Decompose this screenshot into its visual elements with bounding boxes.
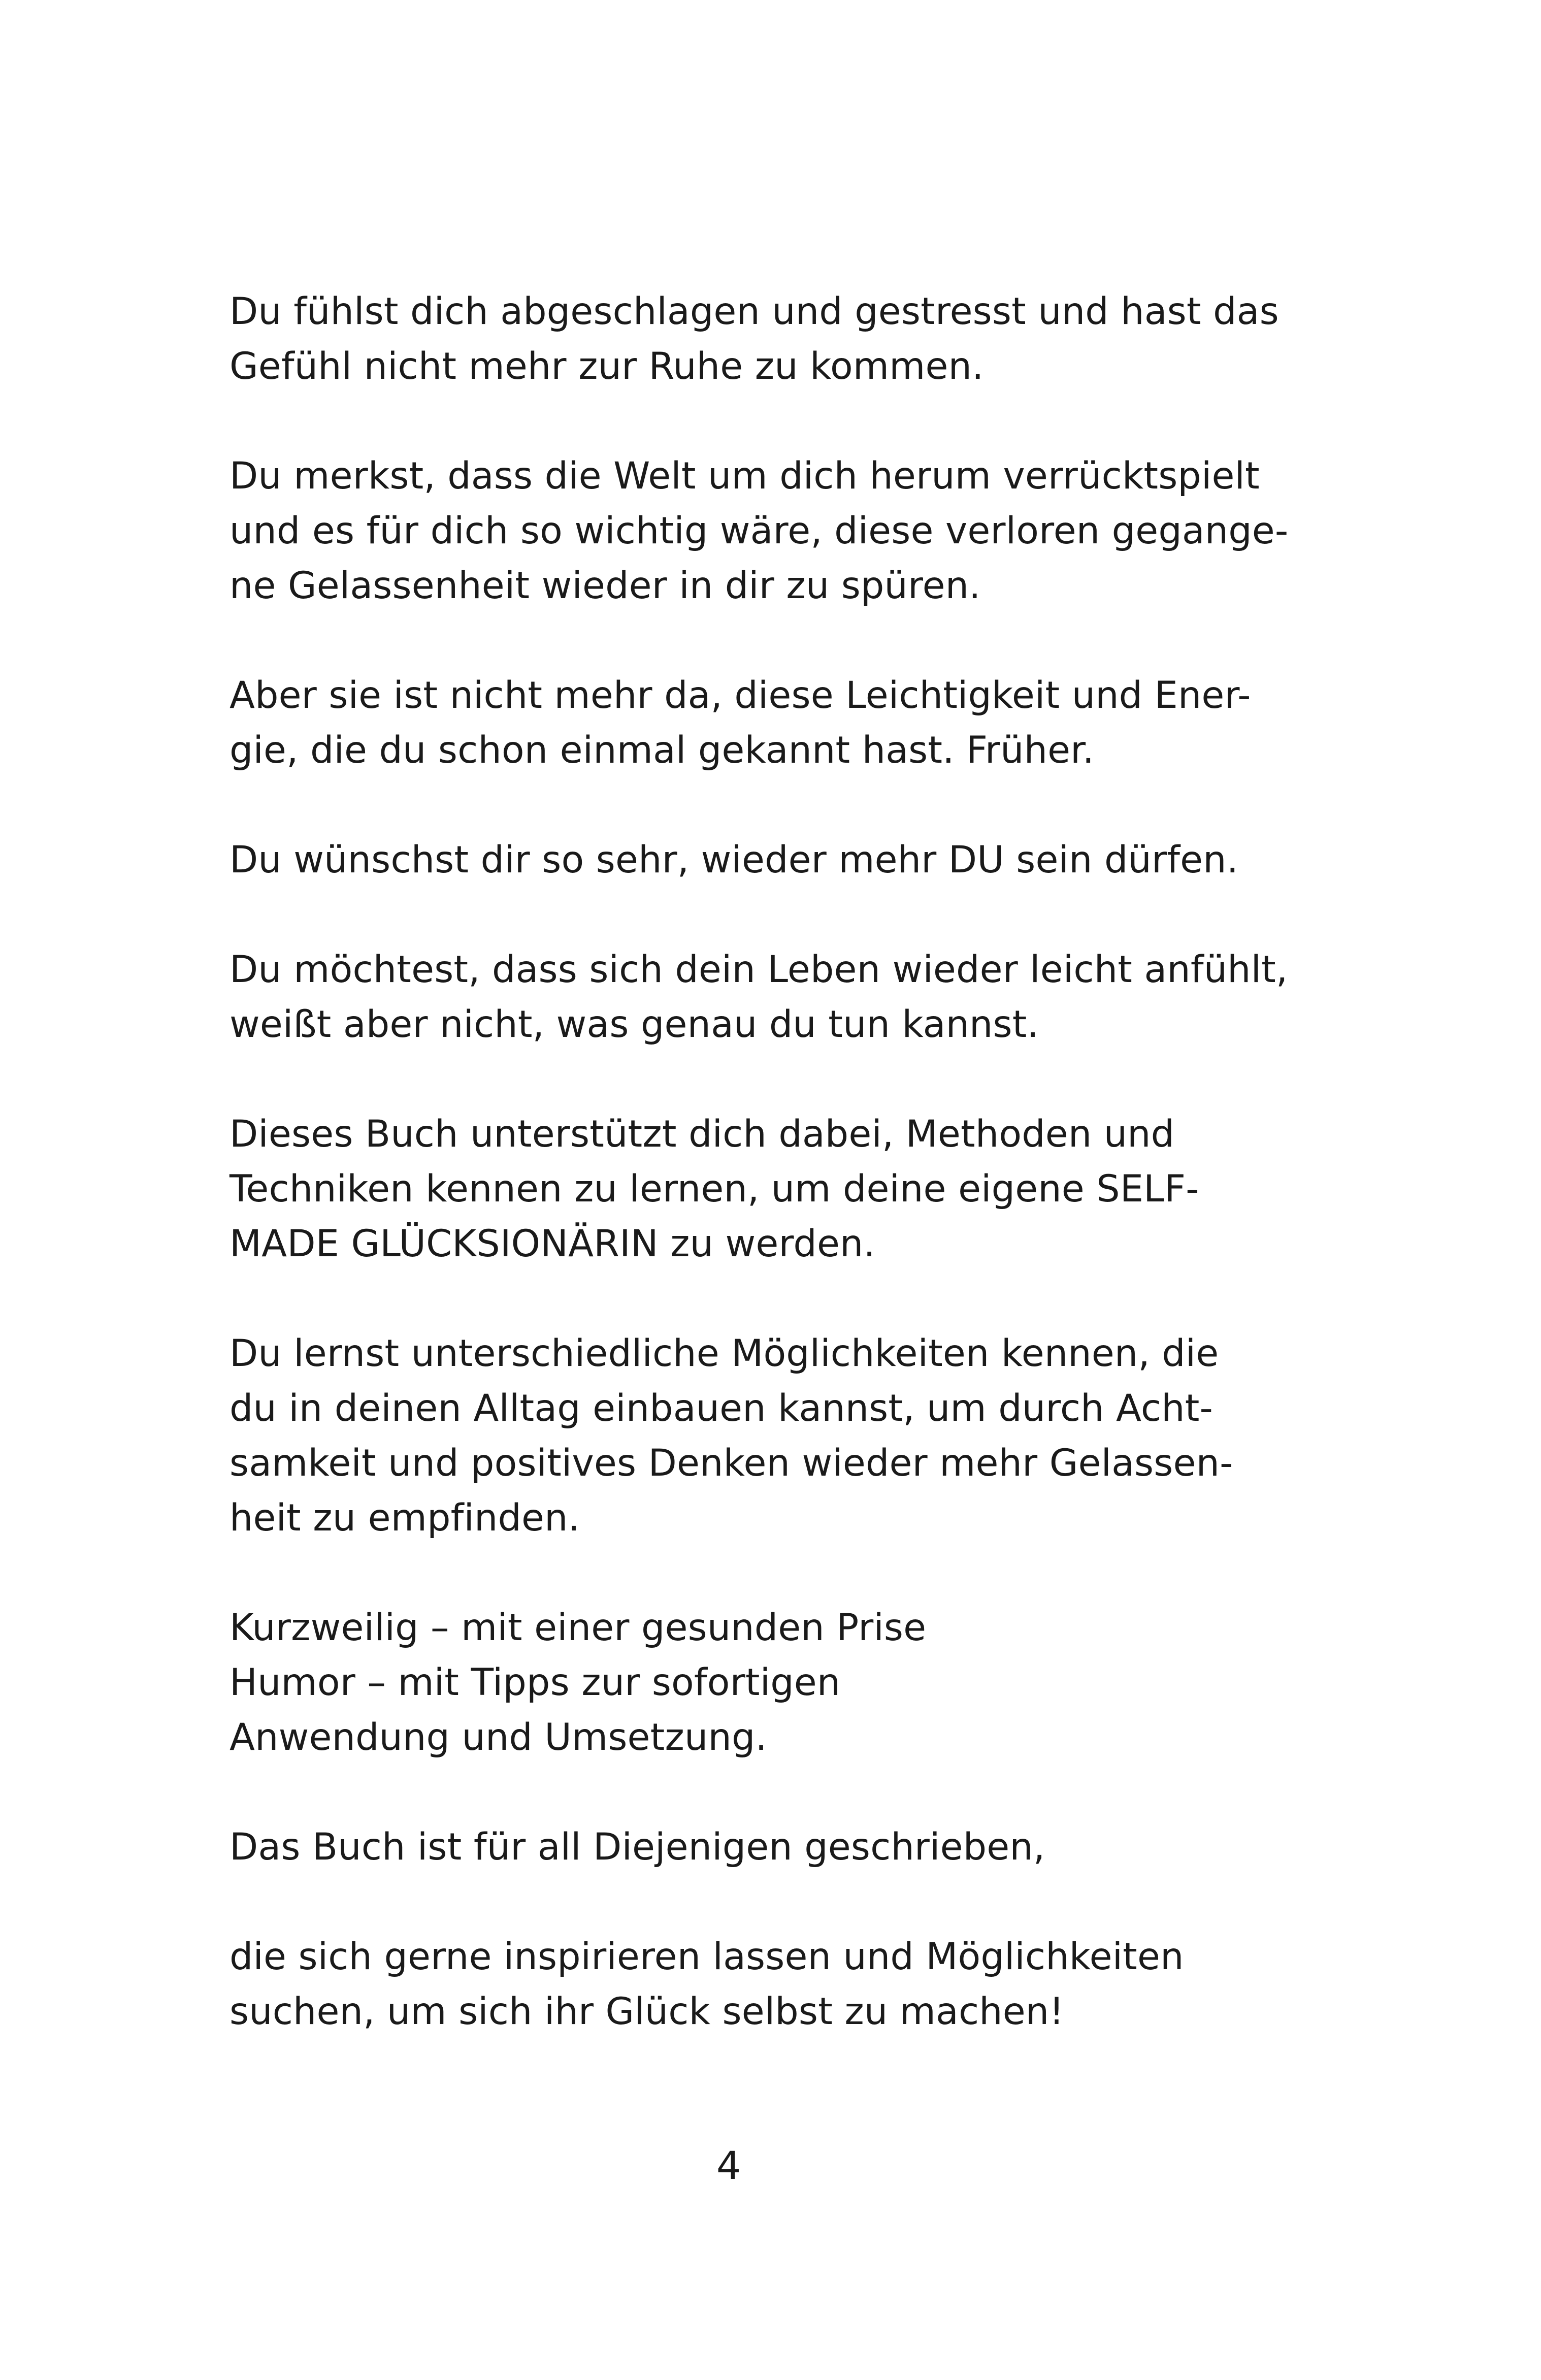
- paragraph-8: [229, 1601, 1306, 1765]
- paragraph-9: [229, 1820, 1306, 1875]
- text-line: weißt aber nicht, was genau du tun kannst.: [229, 1003, 1039, 1046]
- text-line: Dieses Buch unterstützt dich dabei, Methoden und: [229, 1113, 1175, 1156]
- paragraph-4: [229, 833, 1306, 888]
- text-line: Anwendung und Umsetzung.: [229, 1716, 767, 1759]
- text-line: MADE GLÜCKSIONÄRIN zu werden.: [229, 1222, 875, 1265]
- text-line: Humor – mit Tipps zur sofortigen: [229, 1661, 841, 1704]
- text-line: Techniken kennen zu lernen, um deine eigene SELF-: [229, 1167, 1199, 1211]
- body-text: [229, 284, 1306, 2094]
- paragraph-5: [229, 942, 1306, 1052]
- paragraph-6: [229, 1107, 1306, 1271]
- text-line: heit zu empfinden.: [229, 1496, 580, 1540]
- paragraph-3: [229, 668, 1306, 778]
- text-line: Gefühl nicht mehr zur Ruhe zu kommen.: [229, 345, 984, 388]
- text-line: die sich gerne inspirieren lassen und Möglichkeiten: [229, 1935, 1184, 1978]
- text-line: samkeit und positives Denken wieder mehr Gelassen-: [229, 1442, 1233, 1485]
- text-line: Du fühlst dich abgeschlagen und gestresst und hast das: [229, 290, 1279, 333]
- text-line: Du möchtest, dass sich dein Leben wieder leicht anfühlt,: [229, 948, 1288, 991]
- text-line: Aber sie ist nicht mehr da, diese Leichtigkeit und Ener-: [229, 674, 1251, 717]
- text-line: Das Buch ist für all Diejenigen geschrieben,: [229, 1825, 1045, 1869]
- text-line: suchen, um sich ihr Glück selbst zu machen!: [229, 1990, 1064, 2033]
- text-line: ne Gelassenheit wieder in dir zu spüren.: [229, 564, 981, 607]
- paragraph-2: [229, 449, 1306, 613]
- text-line: Du merkst, dass die Welt um dich herum verrücktspielt: [229, 454, 1260, 498]
- text-line: du in deinen Alltag einbauen kannst, um durch Acht-: [229, 1387, 1214, 1430]
- paragraph-7: [229, 1326, 1306, 1546]
- text-line: Kurzweilig – mit einer gesunden Prise: [229, 1606, 927, 1649]
- page-number: 4: [716, 2143, 741, 2188]
- paragraph-1: [229, 284, 1306, 394]
- text-line: Du wünschst dir so sehr, wieder mehr DU sein dürfen.: [229, 838, 1239, 882]
- text-line: Du lernst unterschiedliche Möglichkeiten kennen, die: [229, 1332, 1219, 1375]
- text-line: gie, die du schon einmal gekannt hast. Früher.: [229, 729, 1095, 772]
- text-line: und es für dich so wichtig wäre, diese verloren gegange-: [229, 509, 1289, 552]
- paragraph-10: [229, 1930, 1306, 2039]
